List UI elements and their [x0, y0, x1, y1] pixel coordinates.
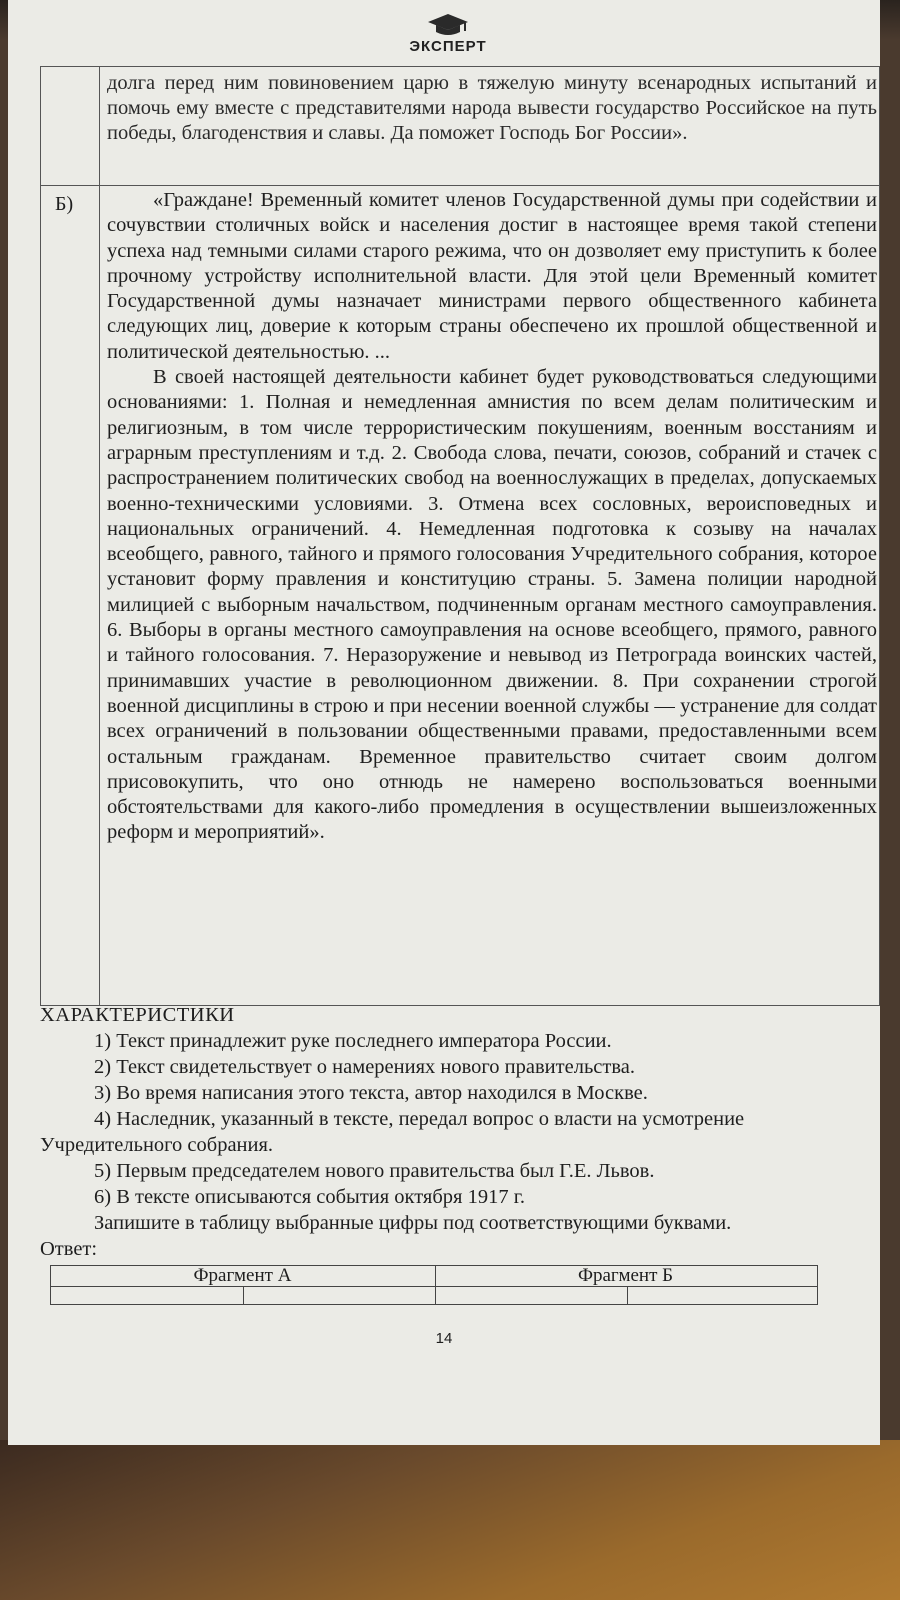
answer-cell-divider — [243, 1286, 244, 1305]
answer-col-a-header: Фрагмент А — [193, 1265, 292, 1286]
answer-table-header — [51, 1266, 817, 1287]
answer-col-b-header: Фрагмент Б — [577, 1265, 674, 1286]
background-floor — [0, 1440, 900, 1600]
answer-label: Ответ: — [40, 1238, 98, 1260]
graduation-cap-icon — [427, 12, 469, 38]
publisher-logo — [408, 12, 488, 62]
characteristic-item: 1) Текст принадлежит руке последнего императора России. — [94, 1030, 612, 1052]
fragment-b-label: Б) — [55, 193, 74, 215]
characteristic-item: 5) Первым председателем нового правительства был Г.Е. Львов. — [94, 1160, 655, 1182]
fragment-b-paragraph-2: В своей настоящей деятельности кабинет будет руководствоваться следующими основаниями: 1. Полная и немедленная амнистия по всем делам политическим и религиозным, в том числе террористическим покушениям, военным восстаниям и аграрным преступлениям и т.д. 2. Свобода слова, печати, союзов, собраний и стачек с распространением политических свобод на военнослужащих в пределах, допускаемых военно-техническими условиями. 3. Отмена всех сословных, вероисповедных и национальных ограничений. 4. Немедленная подготовка к созыву на началах всеобщего, равного, тайного и прямого голосования Учредительного собрания, которое установит форму правления и конституцию страны. 5. Замена полиции народной милицией с выборным начальством, подчиненным органам местного самоуправления. 6. Выборы в органы местного самоуправления на основе всеобщего, прямого, равного и тайного голосования. 7. Неразоружение и невывод из Петрограда воинских частей, принимавших участие в революционном движении. 8. При сохранении строгой военной дисциплины в строю и при несении военной службы — устранение для солдат всех ограничений в пользовании общественными правами, предоставленными всем остальным гражданам. Временное правительство считает своим долгом присовокупить, что оно отнюдь не намерено воспользоваться военными обстоятельствами для какого-либо промедления в осуществлении вышеизложенных реформ и мероприятий». — [107, 366, 877, 844]
characteristic-item: 4) Наследник, указанный в тексте, передал вопрос о власти на усмотрение Учредительного собрания. — [40, 1108, 745, 1156]
fragment-a-text: долга перед ним повиновением царю в тяжелую минуту всенародных испытаний и помочь ему вместе с представителями народа вывести государство Российское на путь победы, благоденствия и славы. Да поможет Господь Бог России». — [107, 72, 877, 144]
book-page — [8, 0, 880, 1445]
table-divider-horizontal — [41, 185, 879, 186]
characteristics-section — [40, 1002, 855, 1262]
characteristics-title: ХАРАКТЕРИСТИКИ — [40, 1004, 235, 1026]
answer-table-divider — [435, 1266, 436, 1304]
instruction-text: Запишите в таблицу выбранные цифры под соответствующими буквами. — [94, 1212, 732, 1234]
characteristic-item: 6) В тексте описываются события октября 1917 г. — [94, 1186, 525, 1208]
table-divider-vertical — [99, 67, 100, 1005]
fragment-b-paragraph-1: «Граждане! Временный комитет членов Государственной думы при содействии и сочувствии столичных войск и населения достиг в настоящее время такой степени успеха над темными силами старого режима, что он дозволяет ему приступить к более прочному устройству исполнительной власти. Для этой цели Временный комитет Государственной думы назначает министрами первого общественного кабинета следующих лиц, доверие к которым страны обеспечено их прошлой общественной и политической деятельностью. ... — [107, 189, 877, 363]
page-number: 14 — [435, 1330, 453, 1347]
logo-text: ЭКСПЕРТ — [409, 38, 487, 55]
fragment-b-text — [107, 188, 877, 846]
answer-cell-divider — [627, 1286, 628, 1305]
fragments-table — [40, 66, 880, 1006]
characteristic-item: 3) Во время написания этого текста, автор находился в Москве. — [94, 1082, 648, 1104]
characteristic-item: 2) Текст свидетельствует о намерениях нового правительства. — [94, 1056, 635, 1078]
answer-table — [50, 1265, 818, 1305]
